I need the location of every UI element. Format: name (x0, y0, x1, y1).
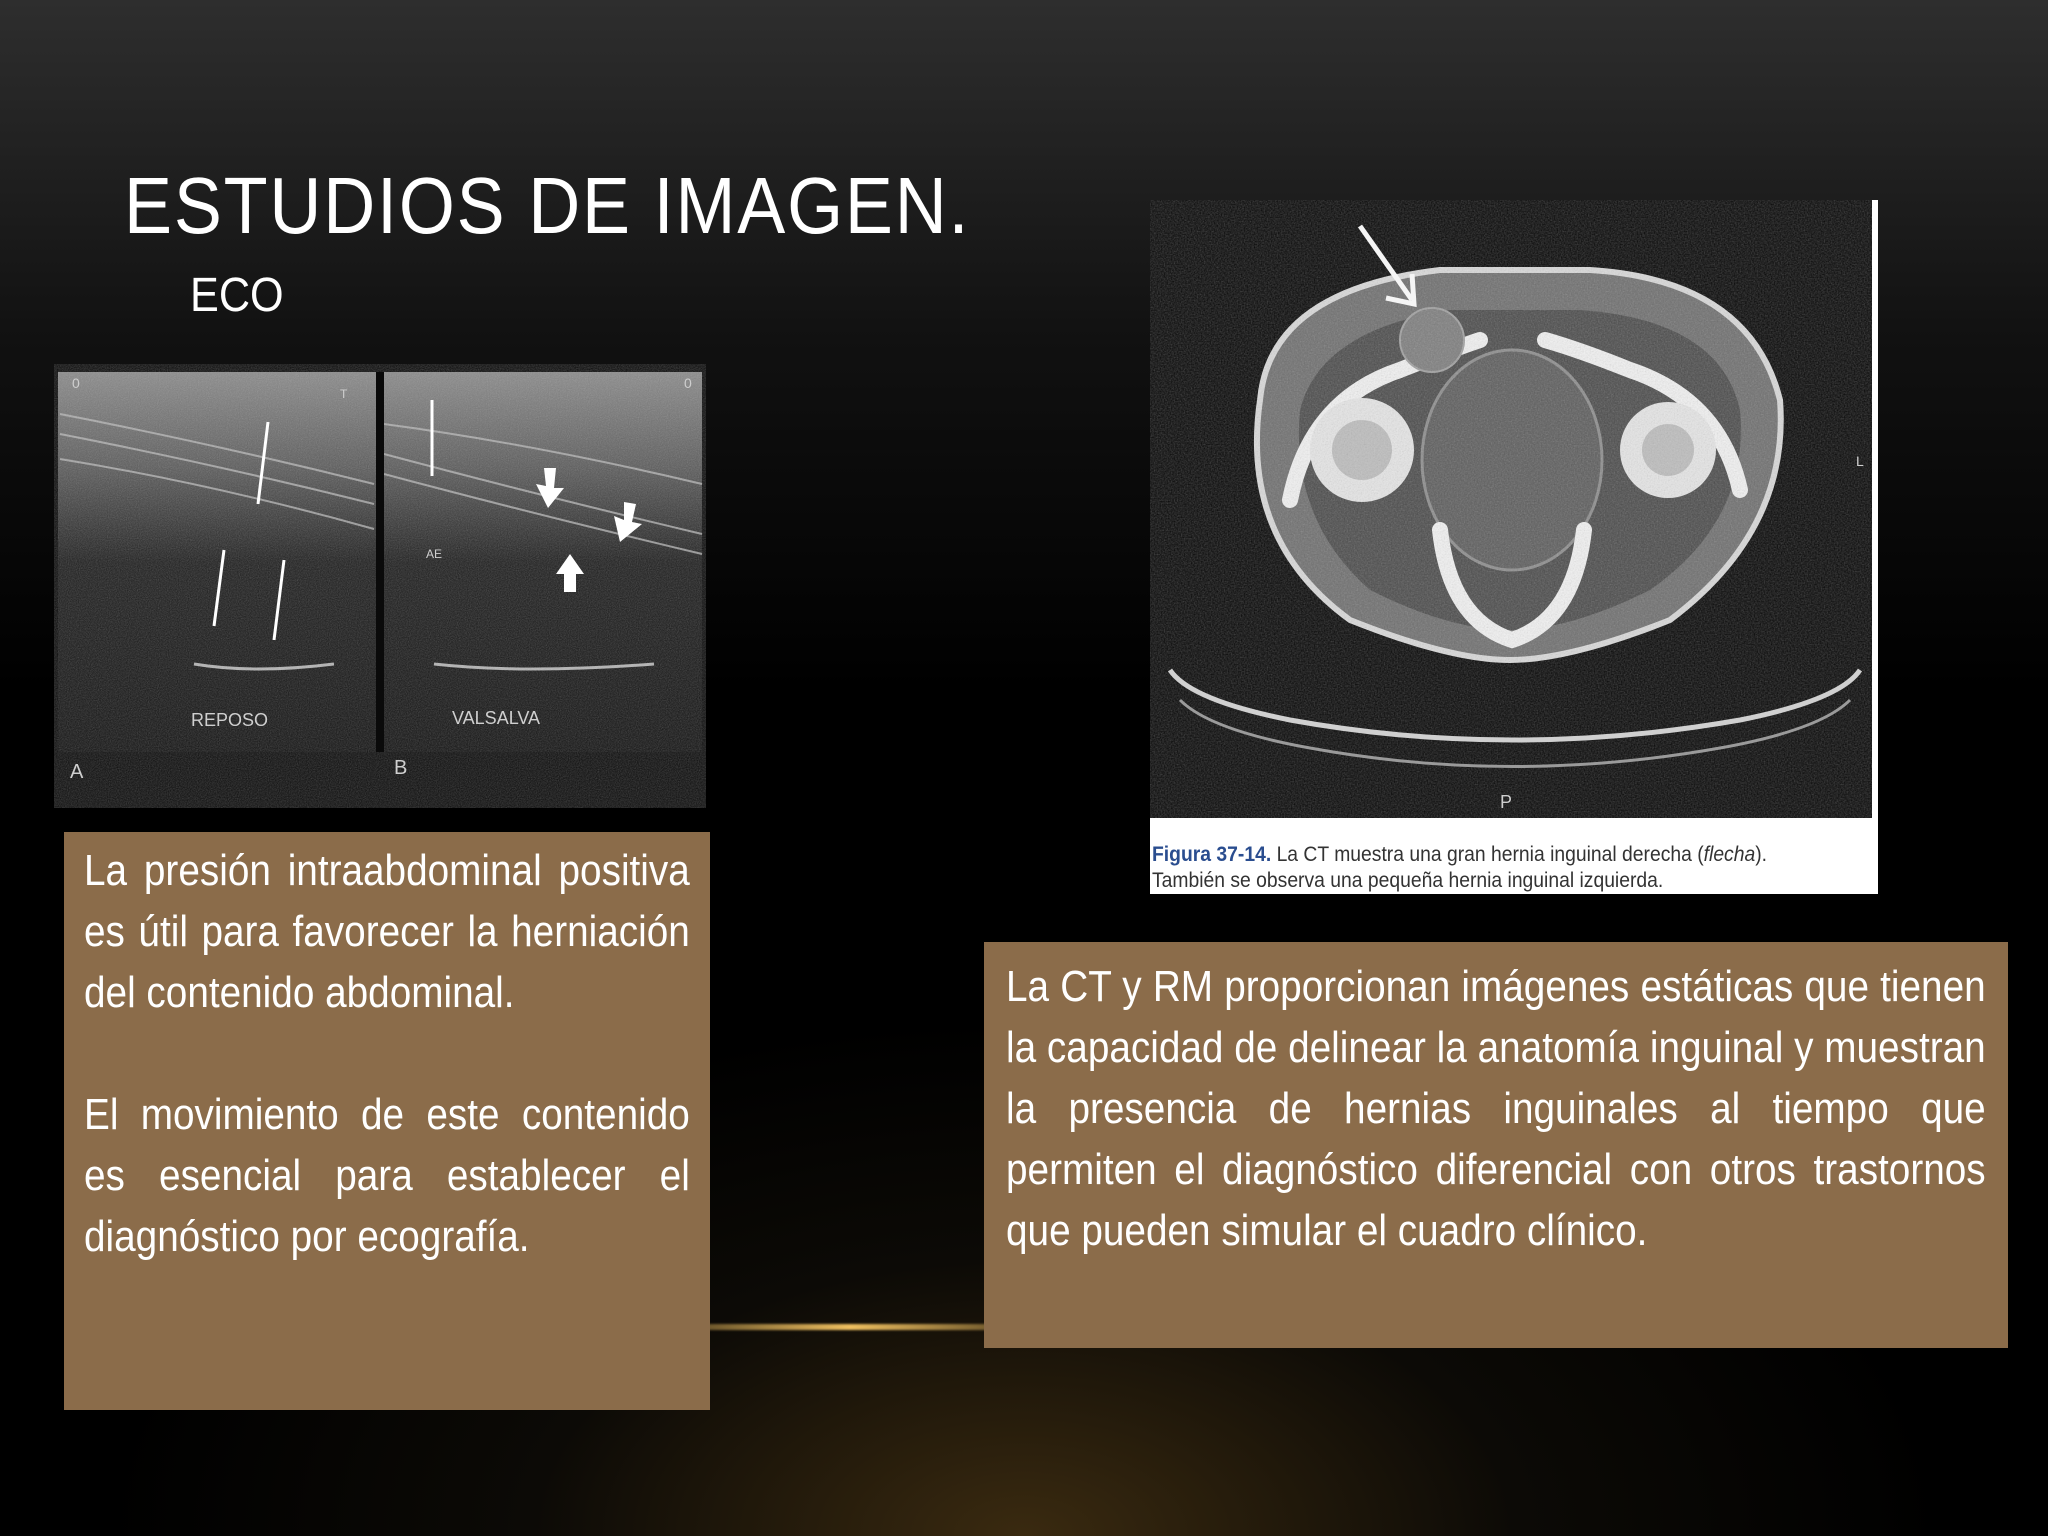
ct-scan-graphic (1150, 200, 1876, 818)
ct-caption-line-2: También se observa una pequeña hernia inguinal izquierda. (1152, 869, 1664, 892)
ct-caption-emphasis: flecha (1703, 843, 1756, 866)
label-corner-right: 0 (684, 375, 692, 391)
label-ae: AE (426, 547, 443, 561)
slide-subtitle: ECO (190, 269, 284, 322)
label-valsalva: VALSALVA (452, 708, 541, 728)
right-text-box (984, 942, 2008, 1348)
label-t: T (340, 387, 348, 401)
ct-caption-line-1 (1152, 842, 1814, 868)
ct-caption-text-2: ). (1755, 843, 1768, 866)
ultrasound-image (54, 364, 706, 808)
ct-caption-text-1: La CT muestra una gran hernia inguinal derecha ( (1271, 843, 1704, 866)
slide-title: ESTUDIOS DE IMAGEN. (124, 161, 971, 250)
ct-caption (1152, 842, 1814, 894)
ct-scan-image (1150, 200, 1876, 818)
right-paragraph: La CT y RM proporcionan imágenes estáticas que tienen la capacidad de delinear la anatomía inguinal y muestran la presencia de hernias inguinales al tiempo que permiten el diagnóstico diferencial con otros trastornos que pueden simular el cuadro clínico. (1006, 962, 1986, 1255)
ct-marker-p: P (1500, 792, 1513, 812)
ct-figure-border (1872, 200, 1878, 894)
left-paragraph-2: El movimiento de este contenido es esencial para establecer el diagnóstico por ecografía. (84, 1090, 690, 1261)
ct-caption-figure-number: Figura 37-14. (1152, 843, 1272, 866)
left-text-box (64, 832, 710, 1410)
left-paragraph-1: La presión intraabdominal positiva es útil para favorecer la herniación del contenido abdominal. (84, 846, 690, 1017)
ct-figure (1150, 200, 1878, 894)
label-panel-a: A (70, 761, 84, 783)
label-panel-b: B (394, 757, 408, 779)
label-corner-left: 0 (72, 375, 80, 391)
ct-marker-l: L (1856, 453, 1864, 469)
ultrasound-graphic (54, 364, 706, 808)
label-reposo: REPOSO (191, 710, 269, 730)
